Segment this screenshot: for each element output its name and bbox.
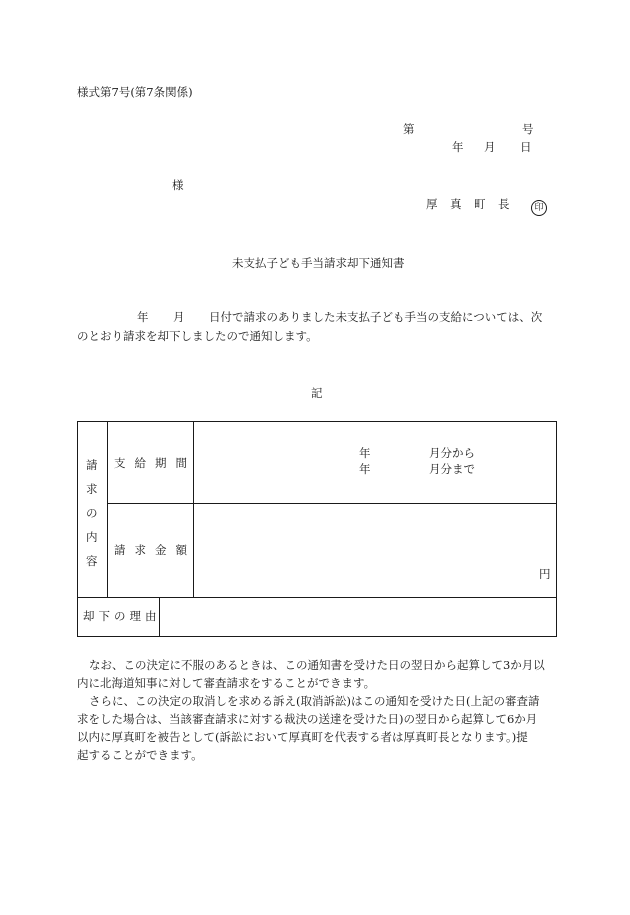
amount-unit: 円	[539, 567, 551, 581]
body-line1: 日付で請求のありました未支払子ども手当の支給については、次	[209, 310, 543, 324]
body-line2: のとおり請求を却下しましたので通知します。	[77, 329, 318, 343]
seal-mark: 印	[531, 200, 547, 216]
document-title: 未支払子ども手当請求却下通知書	[232, 256, 405, 270]
notice-p1-line1: なお、この決定に不服のあるときは、この通知書を受けた日の翌日から起算して3か月以	[89, 658, 545, 672]
notice-p2-line3: 以内に厚真町を被告として(訴訟において厚真町を代表する者は厚真町長となります。)提	[77, 730, 528, 744]
date-day: 日	[520, 140, 532, 154]
issuer-char-1: 厚	[426, 197, 438, 211]
issuer-char-4: 長	[498, 197, 510, 211]
notice-p1-line2: 内に北海道知事に対して審査請求をすることができます。	[77, 676, 376, 690]
ki-heading: 記	[311, 386, 323, 400]
group-char-2: 求	[86, 482, 98, 496]
period-row1-year: 年	[359, 446, 371, 460]
notice-p2-line4: 起することができます。	[77, 748, 203, 762]
period-label: 支給期間	[114, 456, 196, 470]
group-char-1: 請	[86, 458, 98, 472]
issuer-char-3: 町	[474, 197, 486, 211]
amount-label: 請求金額	[114, 543, 196, 557]
reason-label: 却下の理由	[83, 609, 161, 623]
issuer-char-2: 真	[450, 197, 462, 211]
date-month: 月	[484, 140, 496, 154]
period-row1-month: 月分から	[429, 446, 475, 460]
seal-icon	[531, 197, 547, 216]
date-year: 年	[452, 140, 464, 154]
notice-p2-line1: さらに、この決定の取消しを求める訴え(取消訴訟)はこの通知を受けた日(上記の審査請	[89, 694, 540, 708]
group-char-5: 容	[86, 554, 98, 568]
group-char-4: 内	[86, 530, 98, 544]
form-id: 様式第7号(第7条関係)	[77, 85, 193, 99]
body-year: 年	[137, 310, 149, 324]
body-month: 月	[173, 310, 185, 324]
number-prefix: 第	[403, 122, 415, 136]
number-suffix: 号	[522, 122, 534, 136]
addressee-suffix: 様	[172, 178, 184, 192]
period-row2-month: 月分まで	[429, 462, 475, 476]
group-char-3: の	[86, 506, 98, 520]
period-row2-year: 年	[359, 462, 371, 476]
request-table	[77, 421, 557, 637]
notice-p2-line2: 求をした場合は、当該審査請求に対する裁決の送達を受けた日)の翌日から起算して6か月	[77, 712, 538, 726]
